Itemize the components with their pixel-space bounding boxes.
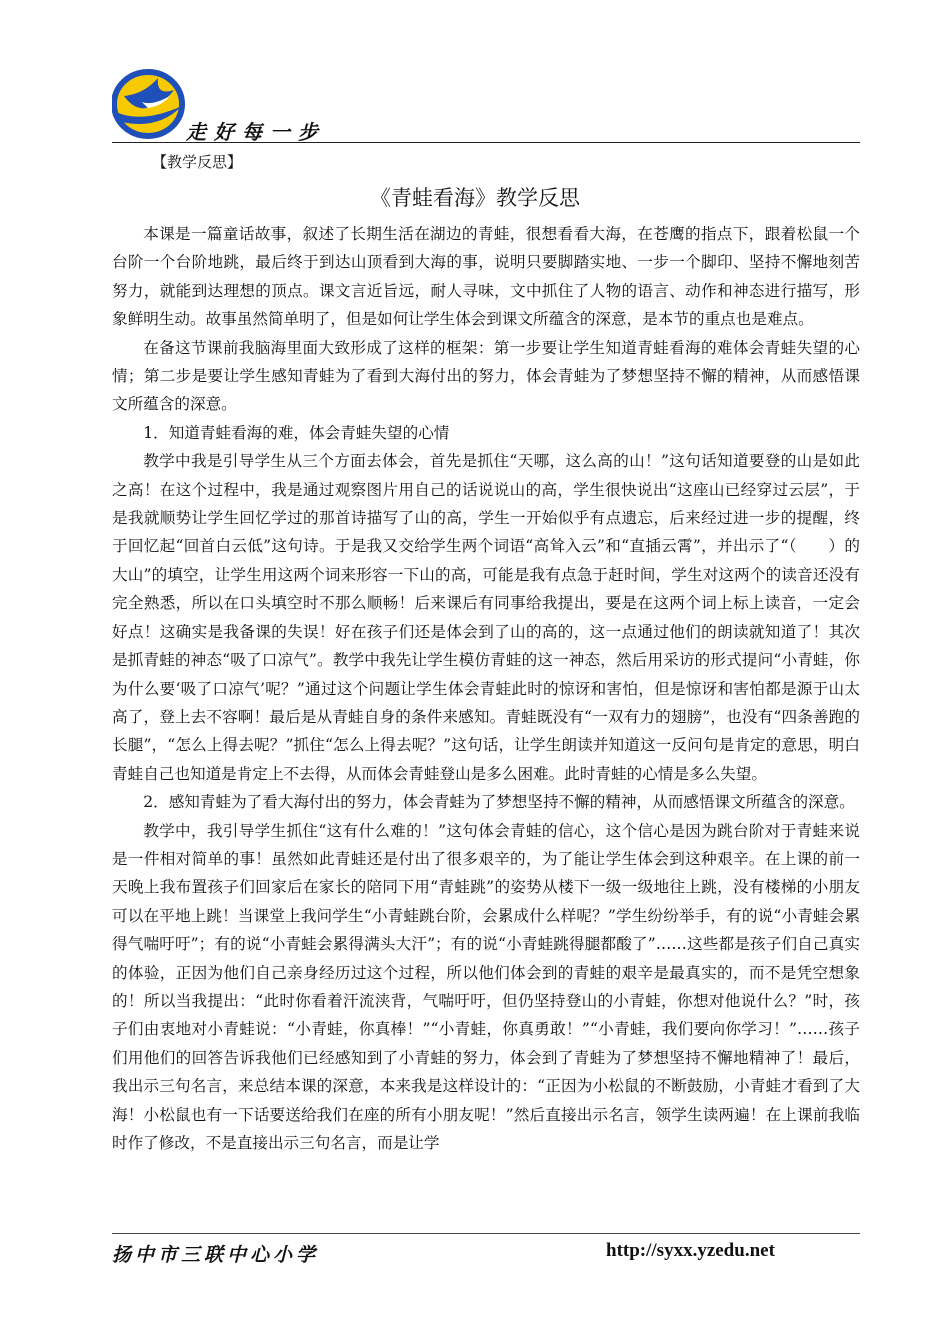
header-divider xyxy=(112,142,860,143)
footer-school-name: 扬中市三联中心小学 xyxy=(112,1244,320,1266)
school-logo xyxy=(112,66,188,140)
page-title: 《青蛙看海》教学反思 xyxy=(370,186,580,210)
paragraph: 教学中，我引导学生抓住“这有什么难的！”这句体会青蛙的信心，这个信心是因为跳台阶对于青蛙来说是一件相对简单的事！虽然如此青蛙还是付出了很多艰辛的，为了能让学生体会到这种艰辛。在上课的前一天晚上我布置孩子们回家后在家长的陪同下用“青蛙跳”的姿势从楼下一级一级地往上跳，没有楼梯的小朋友可以在平地上跳！当课堂上我问学生“小青蛙跳台阶，会累成什么样呢？”学生纷纷举手，有的说“小青蛙会累得气喘吁吁”；有的说“小青蛙会累得满头大汗”；有的说“小青蛙跳得腿都酸了”……这些都是孩子们自己真实的体验，正因为他们自己亲身经历过这个过程，所以他们体会到的青蛙的艰辛是最真实的，而不是凭空想象的！所以当我提出：“此时你看着汗流浃背，气喘吁吁，但仍坚持登山的小青蛙，你想对他说什么？”时，孩子们由衷地对小青蛙说：“小青蛙，你真棒！”“小青蛙，你真勇敢！”“小青蛙，我们要向你学习！”……孩子们用他们的回答告诉我他们已经感知到了小青蛙的努力，体会到了青蛙为了梦想坚持不懈地精神了！最后，我出示三句名言，来总结本课的深意，本来我是这样设计的：“正因为小松鼠的不断鼓励，小青蛙才看到了大海！小松鼠也有一下话要送给我们在座的所有小朋友呢！”然后直接出示名言，领学生读两遍！在上课前我临时作了修改，不是直接出示三句名言，而是让学 xyxy=(112,821,860,1152)
paragraph: 1．知道青蛙看海的难，体会青蛙失望的心情 xyxy=(143,423,450,442)
bird-emblem-icon xyxy=(112,66,188,140)
body-text xyxy=(112,220,860,1157)
motto: 走好每一步 xyxy=(186,120,326,144)
section-label: 【教学反思】 xyxy=(152,153,243,171)
paragraph: 在备这节课前我脑海里面大致形成了这样的框架：第一步要让学生知道青蛙看海的难体会青蛙失望的心情；第二步是要让学生感知青蛙为了看到大海付出的努力，体会青蛙为了梦想坚持不懈的精神，从而感悟课文所蕴含的深意。 xyxy=(112,338,860,414)
paragraph: 本课是一篇童话故事，叙述了长期生活在湖边的青蛙，很想看看大海，在苍鹰的指点下，跟着松鼠一个台阶一个台阶地跳，最后终于到达山顶看到大海的事，说明只要脚踏实地、一步一个脚印、坚持不懈地刻苦努力，就能到达理想的顶点。课文言近旨远，耐人寻味，文中抓住了人物的语言、动作和神态进行描写，形象鲜明生动。故事虽然简单明了，但是如何让学生体会到课文所蕴含的深意，是本节的重点也是难点。 xyxy=(112,225,860,329)
paragraph: 教学中我是引导学生从三个方面去体会，首先是抓住“天哪，这么高的山！”这句话知道要登的山是如此之高！在这个过程中，我是通过观察图片用自己的话说说山的高，学生很快说出“这座山已经穿过云层”，于是我就顺势让学生回忆学过的那首诗描写了山的高，学生一开始似乎有点遗忘，后来经过进一步的提醒，终于回忆起“回首白云低”这句诗。于是我又交给学生两个词语“高耸入云”和“直插云霄”，并出示了“（ ）的大山”的填空，让学生用这两个词来形容一下山的高，可能是我有点急于赶时间，学生对这两个的读音还没有完全熟悉，所以在口头填空时不那么顺畅！后来课后有同事给我提出，要是在这两个词上标上读音，一定会好点！这确实是我备课的失误！好在孩子们还是体会到了山的高的，这一点通过他们的朗读就知道了！其次是抓青蛙的神态“吸了口凉气”。教学中我先让学生模仿青蛙的这一神态，然后用采访的形式提问“小青蛙，你为什么要‘吸了口凉气’呢？”通过这个问题让学生体会青蛙此时的惊讶和害怕，但是惊讶和害怕都是源于山太高了，登上去不容啊！最后是从青蛙自身的条件来感知。青蛙既没有“一双有力的翅膀”，也没有“四条善跑的长腿”，“怎么上得去呢？”抓住“怎么上得去呢？”这句话，让学生朗读并知道这一反问句是肯定的意思，明白青蛙自己也知道是肯定上不去得，从而体会青蛙登山是多么困难。此时青蛙的心情是多么失望。 xyxy=(112,452,860,783)
paragraph: 2．感知青蛙为了看大海付出的努力，体会青蛙为了梦想坚持不懈的精神，从而感悟课文所蕴含的深意。 xyxy=(143,793,855,812)
footer-url[interactable]: http://syxx.yzedu.net xyxy=(606,1240,775,1261)
footer-divider xyxy=(112,1233,860,1234)
